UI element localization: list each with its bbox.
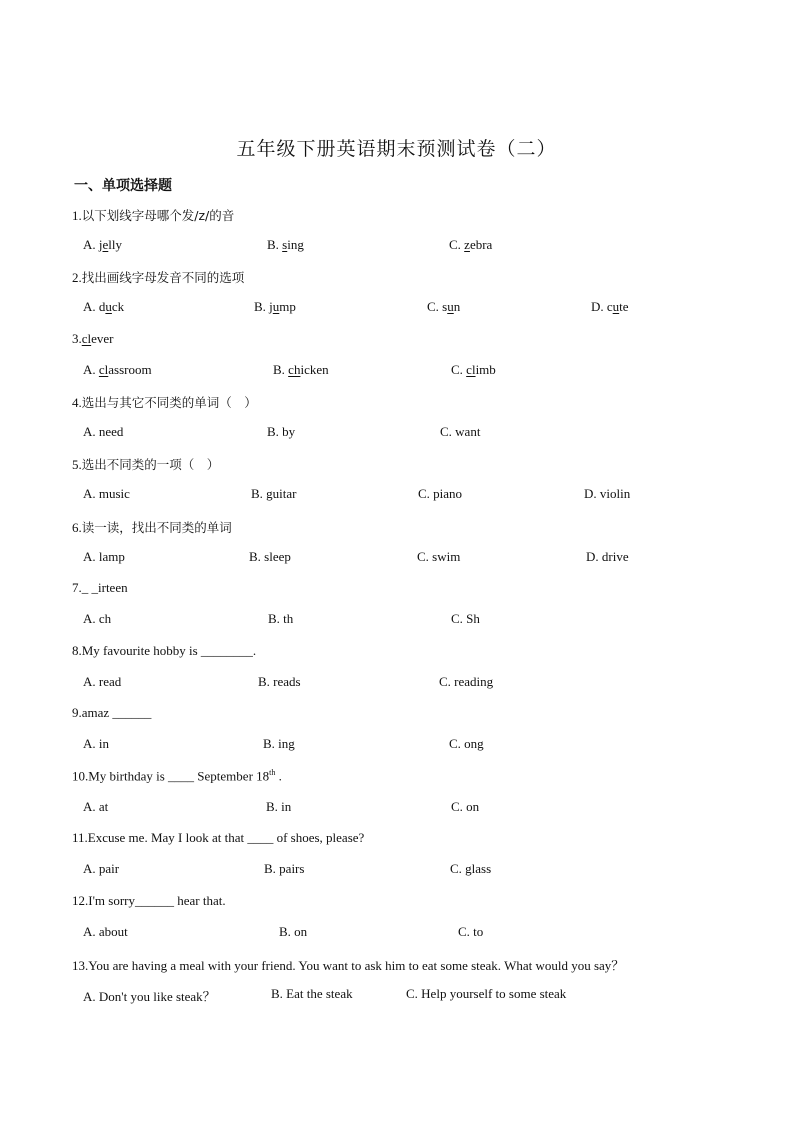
underlined-letters: cl <box>98 362 109 377</box>
option-text-tail: icken <box>300 362 329 377</box>
question-text: 选出不同类的一项（ ） <box>81 457 220 472</box>
question-2-option-c <box>427 299 460 315</box>
option-text: A. at <box>83 799 109 814</box>
option-text-tail: ck <box>111 299 125 314</box>
question-12-option-b <box>279 924 307 940</box>
option-text-tail: assroom <box>108 362 152 377</box>
question-1-stem <box>72 206 234 224</box>
question-9-option-a <box>83 736 109 752</box>
question-7-stem <box>72 580 128 596</box>
question-8-option-a <box>83 674 121 690</box>
question-1-option-c <box>449 237 492 253</box>
question-text: 以下划线字母哪个发/z/的音 <box>81 208 235 223</box>
question-11-option-b <box>264 861 304 877</box>
option-text-tail: te <box>619 299 629 314</box>
underlined-letters: u <box>612 299 620 314</box>
question-3-option-a <box>83 362 152 378</box>
option-text: B. ing <box>263 736 295 751</box>
option-text: A. about <box>83 924 128 939</box>
question-text: 找出画线字母发音不同的选项 <box>81 270 245 285</box>
option-text: A. music <box>83 486 130 501</box>
option-text: B. th <box>268 611 294 626</box>
option-text: A. j <box>83 237 103 252</box>
section-heading: 一、单项选择题 <box>74 178 172 194</box>
option-text-tail: imb <box>475 362 496 377</box>
question-9-option-b <box>263 736 295 752</box>
option-text: B. j <box>254 299 273 314</box>
question-2-option-b <box>254 299 296 315</box>
option-text: C. Sh <box>451 611 480 626</box>
question-6-option-b <box>249 549 291 565</box>
question-number: 8.My favourite hobby is ________. <box>72 643 257 658</box>
question-number: 7._ _irteen <box>72 580 128 595</box>
question-10-option-b <box>266 799 291 815</box>
question-7-option-c <box>451 611 480 627</box>
question-11-option-a <box>83 861 119 877</box>
option-text-tail: ebra <box>469 237 493 252</box>
question-7-option-b <box>268 611 293 627</box>
option-text: A. <box>83 362 99 377</box>
question-9-option-c <box>449 736 484 752</box>
question-text-tail: ever <box>91 331 114 346</box>
option-text: A. need <box>83 424 124 439</box>
question-5-option-a <box>83 486 130 502</box>
option-text: C. s <box>427 299 448 314</box>
underlined-letters: cl <box>81 331 92 346</box>
question-1-option-a <box>83 237 122 253</box>
question-8-stem <box>72 643 256 659</box>
question-9-stem <box>72 705 151 721</box>
option-text: B. sleep <box>249 549 291 564</box>
question-text: 选出与其它不同类的单词（ ） <box>81 395 257 410</box>
option-text: B. on <box>279 924 308 939</box>
question-number: 5. <box>72 457 82 472</box>
option-text: C. Help yourself to some steak <box>406 986 567 1001</box>
option-text-tail: n <box>453 299 461 314</box>
option-text: B. by <box>267 424 296 439</box>
underlined-letters: s <box>282 237 288 252</box>
page-title: 五年级下册英语期末预测试卷（二） <box>236 138 557 160</box>
option-text: B. guitar <box>251 486 297 501</box>
option-text: B. <box>273 362 289 377</box>
question-13-stem <box>72 955 624 974</box>
question-6-option-c <box>417 549 460 565</box>
question-5-option-d <box>584 486 630 502</box>
question-10-stem <box>72 768 282 784</box>
option-text: C. ong <box>449 736 484 751</box>
option-text-tail: mp <box>279 299 296 314</box>
underlined-letters: u <box>105 299 112 314</box>
question-1-option-b <box>267 237 304 253</box>
question-number: 12.I'm sorry______ hear that. <box>72 893 226 908</box>
question-3-option-b <box>273 362 329 378</box>
option-text: C. want <box>440 424 481 439</box>
option-text-tail: ing <box>287 237 304 252</box>
question-number: 3. <box>72 331 82 346</box>
option-text: C. piano <box>418 486 463 501</box>
option-text: C. <box>451 362 467 377</box>
question-10-option-c <box>451 799 479 815</box>
option-text: A. ch <box>83 611 112 626</box>
question-8-option-b <box>258 674 301 690</box>
underlined-letters: cl <box>466 362 476 377</box>
question-2-stem <box>72 268 244 286</box>
question-3-stem <box>72 331 114 347</box>
question-12-option-c <box>458 924 483 940</box>
question-text: 读一读，找出不同类的单词 <box>81 520 232 535</box>
underlined-letters: ch <box>288 362 301 377</box>
question-5-stem <box>72 455 219 473</box>
question-11-stem <box>72 830 364 846</box>
question-text-tail: . <box>275 768 282 784</box>
underlined-letters: z <box>464 237 470 252</box>
question-number: 11.Excuse me. May I look at that ____ of shoes, please? <box>72 830 365 845</box>
option-text: B. Eat the steak <box>271 986 353 1001</box>
question-number: 9.amaz ______ <box>72 705 152 720</box>
question-12-stem <box>72 893 226 909</box>
option-text: B. reads <box>258 674 301 689</box>
underlined-letters: u <box>272 299 280 314</box>
option-text: A. d <box>83 299 106 314</box>
option-text-tail: lly <box>108 237 123 252</box>
option-text: C. swim <box>417 549 461 564</box>
option-text: A. Don't you like steak？ <box>83 989 216 1004</box>
option-text: A. read <box>83 674 122 689</box>
question-13-option-a <box>83 986 216 1005</box>
option-text: B. pairs <box>264 861 305 876</box>
question-8-option-c <box>439 674 493 690</box>
question-4-option-a <box>83 424 123 440</box>
question-6-stem <box>72 518 232 536</box>
option-text: D. c <box>591 299 613 314</box>
question-5-option-b <box>251 486 297 502</box>
question-12-option-a <box>83 924 128 940</box>
option-text: C. on <box>451 799 480 814</box>
question-11-option-c <box>450 861 491 877</box>
question-4-option-c <box>440 424 480 440</box>
question-13-option-b <box>271 986 353 1002</box>
question-2-option-d <box>591 299 629 315</box>
question-5-option-c <box>418 486 462 502</box>
superscript: th <box>269 768 276 777</box>
question-3-option-c <box>451 362 496 378</box>
option-text: C. reading <box>439 674 494 689</box>
question-number: 2. <box>72 270 82 285</box>
option-text: C. glass <box>450 861 492 876</box>
underlined-letters: e <box>102 237 109 252</box>
question-number: 4. <box>72 395 82 410</box>
question-6-option-d <box>586 549 629 565</box>
question-7-option-a <box>83 611 111 627</box>
option-text: B. <box>267 237 283 252</box>
option-text: A. pair <box>83 861 120 876</box>
question-4-option-b <box>267 424 295 440</box>
question-number: 10.My birthday is ____ September 18 <box>72 768 270 784</box>
underlined-letters: u <box>447 299 454 314</box>
question-2-option-a <box>83 299 124 315</box>
question-number: 1. <box>72 208 82 223</box>
question-13-option-c <box>406 986 566 1002</box>
question-6-option-a <box>83 549 125 565</box>
question-number: 6. <box>72 520 82 535</box>
option-text: D. violin <box>584 486 631 501</box>
question-10-option-a <box>83 799 108 815</box>
question-4-stem <box>72 393 257 411</box>
option-text: A. in <box>83 736 109 751</box>
option-text: C. to <box>458 924 484 939</box>
option-text: B. in <box>266 799 292 814</box>
option-text: C. <box>449 237 465 252</box>
option-text: D. drive <box>586 549 629 564</box>
option-text: A. lamp <box>83 549 125 564</box>
question-number: 13.You are having a meal with your friend. You want to ask him to eat some steak. What would you say？ <box>72 958 625 973</box>
